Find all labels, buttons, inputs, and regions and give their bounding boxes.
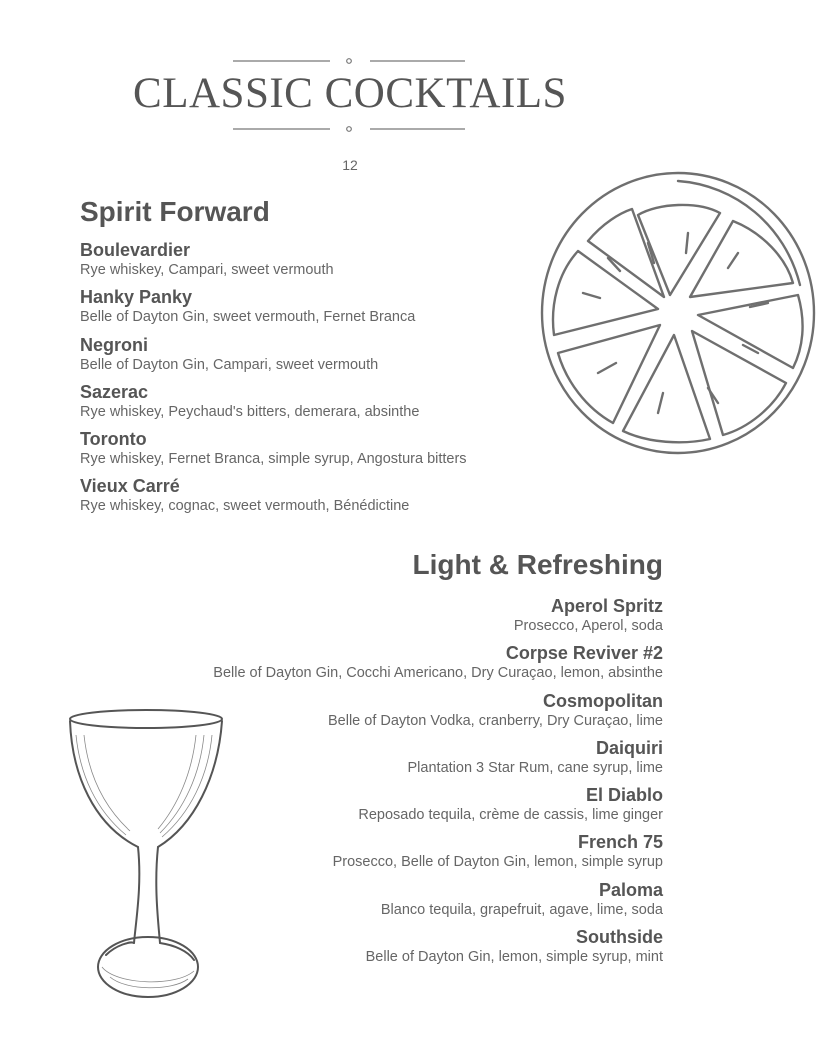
cocktail-name: Boulevardier bbox=[80, 240, 191, 260]
header bbox=[120, 52, 580, 142]
cocktail-ingredients: Reposado tequila, crème de cassis, lime ginger bbox=[358, 807, 663, 824]
list-item bbox=[103, 643, 663, 690]
cocktail-name: French 75 bbox=[577, 832, 663, 853]
list-item bbox=[80, 429, 550, 476]
cocktail-ingredients: Prosecco, Aperol, soda bbox=[513, 618, 663, 634]
cocktail-name: Southside bbox=[575, 927, 663, 948]
cocktail-ingredients: Belle of Dayton Gin, lemon, simple syrup, mint bbox=[365, 949, 663, 966]
cocktail-name: Corpse Reviver #2 bbox=[505, 643, 663, 664]
cocktail-ingredients: Rye whiskey, Campari, sweet vermouth bbox=[80, 262, 334, 278]
citrus-slice-icon bbox=[530, 165, 816, 465]
list-item bbox=[103, 596, 663, 643]
section-title-spirit-forward: Spirit Forward bbox=[80, 196, 270, 227]
cocktail-ingredients: Belle of Dayton Gin, Cocchi Americano, Dry Curaçao, lemon, absinthe bbox=[213, 665, 663, 682]
list-item bbox=[80, 382, 550, 429]
cocktail-name: El Diablo bbox=[585, 785, 663, 806]
cocktail-ingredients: Belle of Dayton Gin, sweet vermouth, Fernet Branca bbox=[80, 309, 416, 326]
cocktail-ingredients: Rye whiskey, cognac, sweet vermouth, Bénédictine bbox=[80, 498, 410, 515]
cocktail-name: Vieux Carré bbox=[80, 476, 180, 497]
cocktail-name: Paloma bbox=[598, 879, 663, 900]
list-item bbox=[80, 287, 550, 334]
cocktail-name: Negroni bbox=[80, 334, 149, 355]
spirit-forward-list bbox=[80, 240, 550, 524]
cocktail-glass-icon bbox=[66, 705, 236, 1005]
page-number: 12 bbox=[342, 157, 358, 173]
cocktail-ingredients: Prosecco, Belle of Dayton Gin, lemon, simple syrup bbox=[332, 854, 663, 871]
page-title: CLASSIC COCKTAILS bbox=[133, 70, 567, 117]
section-title-light-refreshing: Light & Refreshing bbox=[412, 549, 663, 580]
cocktail-ingredients: Blanco tequila, grapefruit, agave, lime, soda bbox=[380, 901, 663, 918]
cocktail-ingredients: Rye whiskey, Peychaud's bitters, demerara, absinthe bbox=[80, 403, 420, 420]
cocktail-ingredients: Belle of Dayton Vodka, cranberry, Dry Curaçao, lime bbox=[328, 712, 663, 729]
list-item bbox=[80, 240, 550, 287]
list-item bbox=[80, 335, 550, 382]
cocktail-ingredients: Plantation 3 Star Rum, cane syrup, lime bbox=[407, 759, 663, 776]
cocktail-name: Aperol Spritz bbox=[550, 596, 663, 616]
cocktail-name: Toronto bbox=[80, 429, 147, 450]
cocktail-name: Daiquiri bbox=[595, 737, 663, 758]
list-item bbox=[80, 476, 550, 523]
cocktail-ingredients: Belle of Dayton Gin, Campari, sweet vermouth bbox=[80, 356, 379, 373]
cocktail-ingredients: Rye whiskey, Fernet Branca, simple syrup, Angostura bitters bbox=[80, 451, 467, 468]
cocktail-name: Sazerac bbox=[80, 381, 149, 402]
cocktail-name: Hanky Panky bbox=[80, 287, 193, 308]
cocktail-name: Cosmopolitan bbox=[543, 690, 663, 711]
